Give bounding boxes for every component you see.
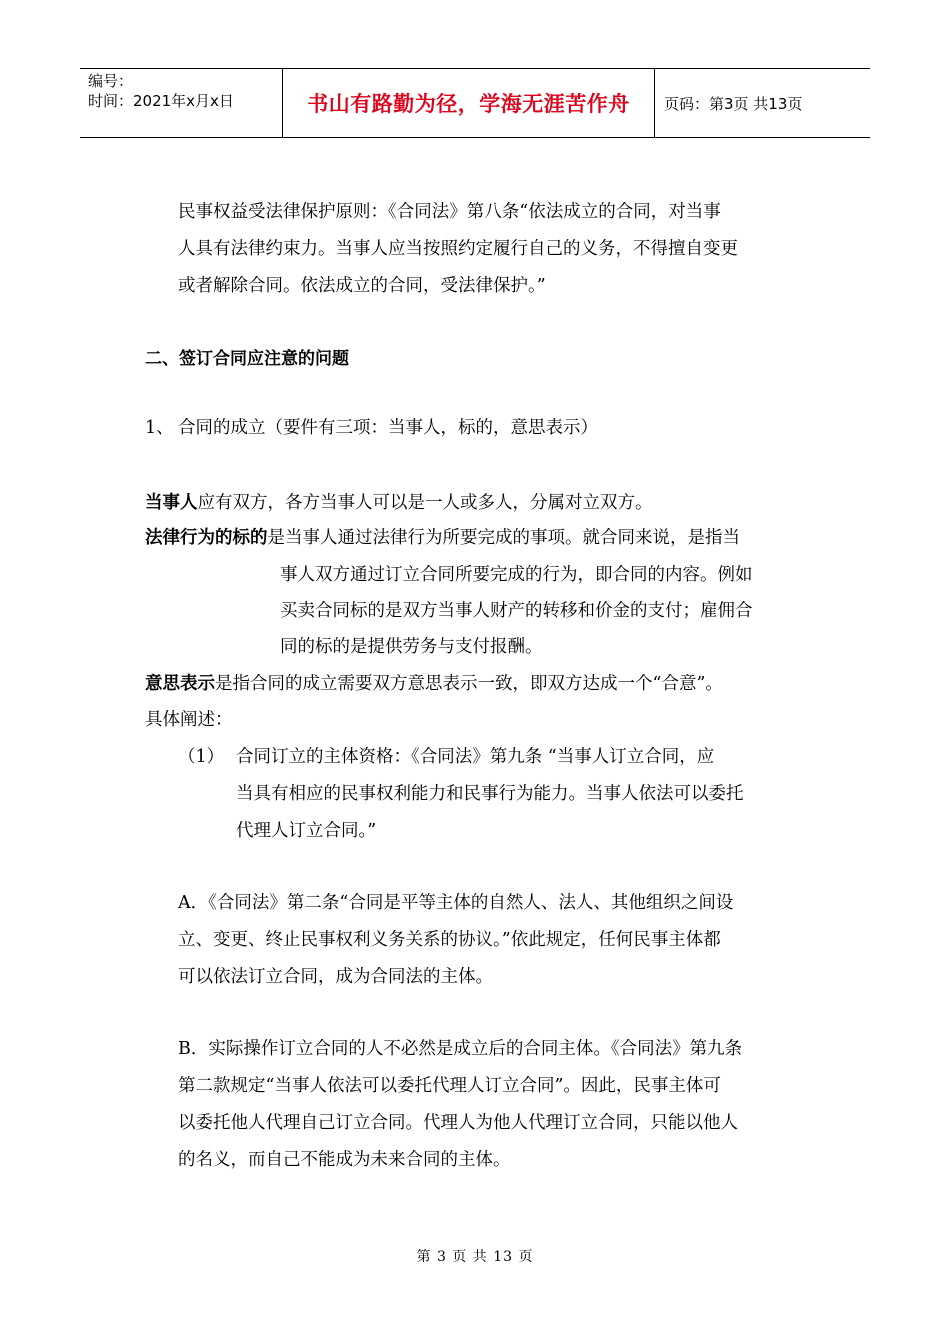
intro-line: 人具有法律约束力。当事人应当按照约定履行自己的义务，不得擅自变更 [178,239,738,259]
paragraph-b-line: B．实际操作订立合同的人不必然是成立后的合同主体。《合同法》第九条 [178,1039,743,1059]
definition-text: 应有双方，各方当事人可以是一人或多人，分属对立双方。 [197,493,653,513]
header-meta [88,71,278,111]
item-text: 合同的成立（要件有三项：当事人，标的，意思表示） [178,418,598,438]
page-header [80,68,870,138]
document-date: 时间：2021年x月x日 [88,92,234,110]
definition-continuation: 同的标的是提供劳务与支付报酬。 [280,637,543,657]
item-number: 1、 [145,418,174,438]
paragraph-a-line: 可以依法订立合同，成为合同法的主体。 [178,967,493,987]
page-footer: 第 3 页 共 13 页 [416,1249,534,1265]
intro-line: 民事权益受法律保护原则：《合同法》第八条“依法成立的合同，对当事 [178,202,721,222]
detail-label: 具体阐述： [145,710,233,730]
definition-party [145,489,653,514]
term-party: 当事人 [145,493,198,513]
paragraph-a-line: 立、变更、终止民事权利义务关系的协议。”依此规定，任何民事主体都 [178,930,721,950]
sub-item-number: （1） [178,747,225,767]
sub-item-line: 当具有相应的民事权利能力和民事行为能力。当事人依法可以委托 [236,784,744,804]
header-page-info: 页码：第3页 共13页 [664,94,803,113]
term-intent: 意思表示 [145,674,215,694]
definition-object [145,524,740,549]
sub-item-line: 合同订立的主体资格：《合同法》第九条 “当事人订立合同，应 [236,747,715,767]
paragraph-b-line: 第二款规定“当事人依法可以委托代理人订立合同”。因此，民事主体可 [178,1076,721,1096]
paragraph-b-line: 的名义，而自己不能成为未来合同的主体。 [178,1150,511,1170]
term-object: 法律行为的标的 [145,528,268,548]
header-motto: 书山有路勤为径，学海无涯苦作舟 [307,92,630,116]
definition-text: 是指合同的成立需要双方意思表示一致，即双方达成一个“合意”。 [215,674,723,694]
intro-line: 或者解除合同。依法成立的合同，受法律保护。” [178,276,546,296]
header-divider [654,69,655,137]
sub-item-line: 代理人订立合同。” [236,821,377,841]
paragraph-b-line: 以委托他人代理自己订立合同。代理人为他人代理订立合同，只能以他人 [178,1113,738,1133]
section-heading: 二、签订合同应注意的问题 [145,349,349,369]
paragraph-a-line: A．《合同法》第二条“合同是平等主体的自然人、法人、其他组织之间设 [178,893,734,913]
definition-text: 是当事人通过法律行为所要完成的事项。就合同来说，是指当 [267,528,740,548]
definition-continuation: 事人双方通过订立合同所要完成的行为，即合同的内容。例如 [280,565,753,585]
document-number-label: 编号： [88,72,134,90]
definition-continuation: 买卖合同标的是双方当事人财产的转移和价金的支付；雇佣合 [280,601,753,621]
definition-intent [145,670,723,695]
